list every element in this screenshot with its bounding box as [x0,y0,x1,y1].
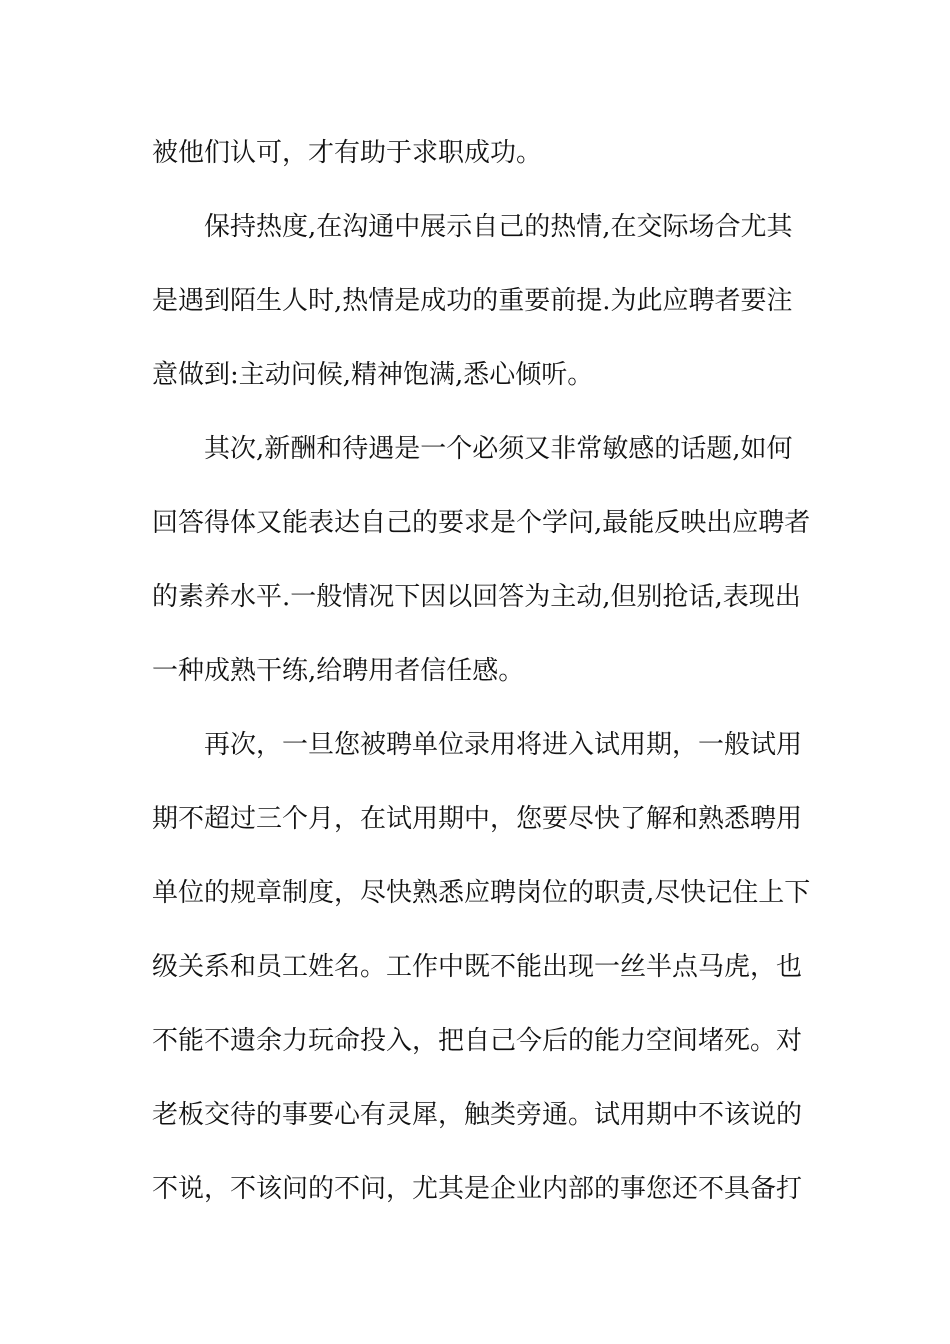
paragraph-1-line-2: 是遇到陌生人时,热情是成功的重要前提.为此应聘者要注 [152,286,793,316]
paragraph-3-line-4: 级关系和员工姓名。工作中既不能出现一丝半点马虎，也 [152,952,803,982]
paragraph-1-line-3: 意做到:主动问候,精神饱满,悉心倾听。 [152,360,594,390]
paragraph-3-line-1: 再次，一旦您被聘单位录用将进入试用期，一般试用 [204,730,803,760]
paragraph-2-line-2: 回答得体又能表达自己的要求是个学问,最能反映出应聘者 [152,508,811,538]
paragraph-1-line-1: 保持热度,在沟通中展示自己的热情,在交际场合尤其 [204,212,793,242]
text-line-1: 被他们认可，才有助于求职成功。 [152,138,543,168]
paragraph-3-line-5: 不能不遗余力玩命投入，把自己今后的能力空间堵死。对 [152,1026,803,1056]
paragraph-2-line-4: 一种成熟干练,给聘用者信任感。 [152,656,525,686]
paragraph-2-line-3: 的素养水平.一般情况下因以回答为主动,但别抢话,表现出 [152,582,801,612]
paragraph-3-line-3: 单位的规章制度，尽快熟悉应聘岗位的职责,尽快记住上下 [152,878,811,908]
paragraph-3-line-2: 期不超过三个月，在试用期中，您要尽快了解和熟悉聘用 [152,804,803,834]
paragraph-2-line-1: 其次,新酬和待遇是一个必须又非常敏感的话题,如何 [204,434,793,464]
paragraph-3-line-7: 不说，不该问的不问，尤其是企业内部的事您还不具备打 [152,1174,803,1204]
paragraph-3-line-6: 老板交待的事要心有灵犀，触类旁通。试用期中不该说的 [152,1100,803,1130]
